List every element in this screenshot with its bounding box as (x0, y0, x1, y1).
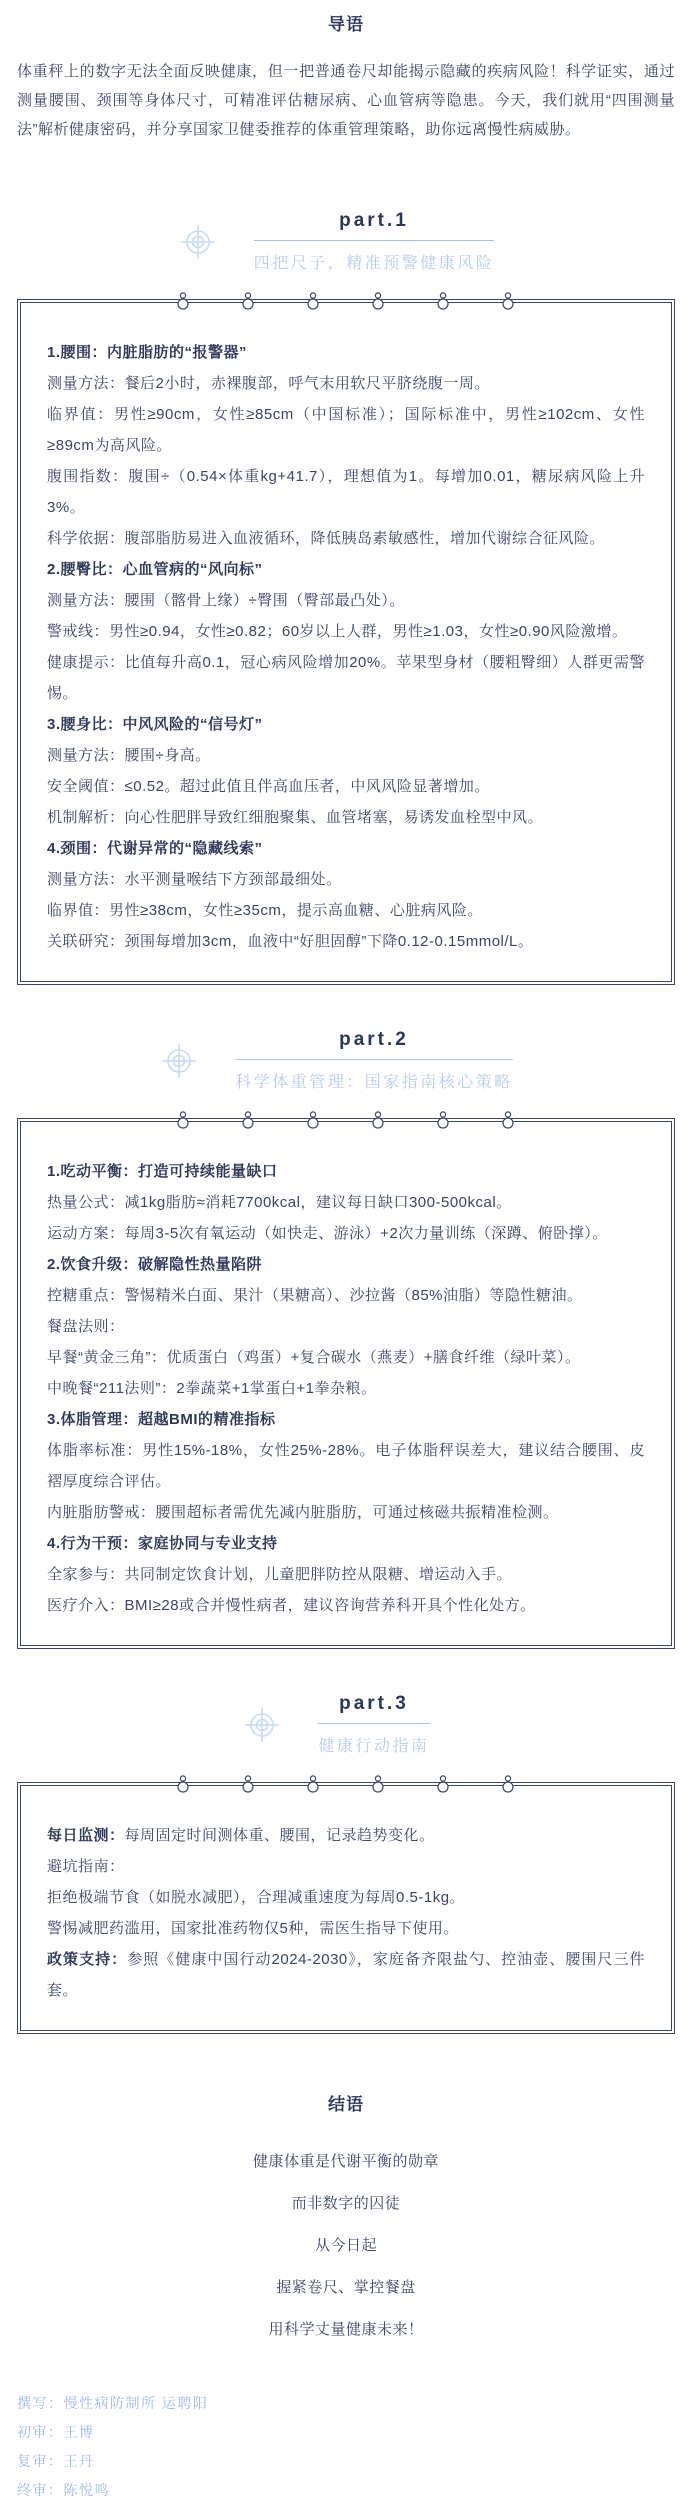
paragraph-lead: 每日监测： (47, 1827, 125, 1844)
part2-label: part.2 (339, 1029, 409, 1050)
paragraph: 临界值：男性≥38cm，女性≥35cm，提示高血糖、心脏病风险。 (47, 902, 483, 919)
crosshair-icon (180, 224, 216, 260)
intro-title: 导语 (328, 15, 364, 34)
part3-title-block (300, 1693, 447, 1756)
paragraph: 机制解析：向心性肥胖导致红细胞聚集、血管堵塞，易诱发血栓型中风。 (47, 809, 544, 826)
paragraph: 健康提示：比值每升高0.1，冠心病风险增加20%。苹果型身材（腰粗臀细）人群更需警惕。 (47, 654, 645, 702)
part3-subtitle: 健康行动指南 (318, 1738, 430, 1755)
paragraph: 中晚餐“211法则”：2拳蔬菜+1掌蛋白+1拳杂粮。 (47, 1380, 377, 1397)
paragraph: 3.体脂管理：超越BMI的精准指标 (47, 1411, 276, 1428)
credit-line: 复审：王丹 (17, 2453, 95, 2469)
paragraph: 每日监测：每周固定时间测体重、腰围，记录趋势变化。 (47, 1827, 435, 1844)
part3-box-inner (20, 1785, 672, 2031)
binder-rings-icon (176, 291, 516, 311)
part1-header (17, 210, 675, 273)
paragraph: 医疗介入：BMI≥28或合并慢性病者，建议咨询营养科开具个性化处方。 (47, 1597, 536, 1614)
paragraph: 测量方法：水平测量喉结下方颈部最细处。 (47, 871, 342, 888)
conclusion-line: 从今日起 (314, 2237, 377, 2254)
paragraph-lead: 政策支持： (47, 1951, 128, 1968)
credit-line: 终审：陈悦鸣 (17, 2482, 110, 2498)
crosshair-icon (161, 1043, 197, 1079)
paragraph: 测量方法：餐后2小时，赤裸腹部，呼气末用软尺平脐绕腹一周。 (47, 375, 490, 392)
part3-header (17, 1693, 675, 1756)
section-part2 (17, 1029, 675, 1649)
part2-title-block (217, 1029, 531, 1092)
part2-paragraphs (47, 1156, 645, 1621)
paragraph: 3.腰身比：中风风险的“信号灯” (47, 716, 263, 733)
paragraph: 科学依据：腹部脂肪易进入血液循环，降低胰岛素敏感性，增加代谢综合征风险。 (47, 530, 606, 547)
part3-content-box (17, 1782, 675, 2034)
paragraph: 政策支持：参照《健康中国行动2024-2030》，家庭备齐限盐勺、控油壶、腰围尺三件套。 (47, 1951, 645, 1999)
paragraph: 安全阈值：≤0.52。超过此值且伴高血压者，中风风险显著增加。 (47, 778, 490, 795)
paragraph: 控糖重点：警惕精米白面、果汁（果糖高）、沙拉酱（85%油脂）等隐性糖油。 (47, 1287, 583, 1304)
paragraph: 腹围指数：腹围÷（0.54×体重kg+41.7），理想值为1。每增加0.01，糖尿病风险上升3%。 (47, 468, 645, 516)
intro-paragraph: 体重秤上的数字无法全面反映健康，但一把普通卷尺却能揭示隐藏的疾病风险！科学证实，通过测量腰围、颈围等身体尺寸，可精准评估糖尿病、心血管病等隐患。今天，我们就用“四围测量法”解析健康密码，并分享国家卫健委推荐的体重管理策略，助你远离慢性病威胁。 (17, 63, 675, 138)
section-part1 (17, 210, 675, 985)
paragraph: 警戒线：男性≥0.94，女性≥0.82；60岁以上人群，男性≥1.03，女性≥0.90风险激增。 (47, 623, 628, 640)
conclusion-lines (17, 2141, 675, 2351)
part2-box-inner (20, 1121, 672, 1646)
paragraph: 避坑指南： (47, 1858, 125, 1875)
paragraph: 体脂率标准：男性15%-18%，女性25%-28%。电子体脂秤误差大，建议结合腰围、皮褶厚度综合评估。 (47, 1442, 645, 1490)
paragraph: 全家参与：共同制定饮食计划，儿童肥胖防控从限糖、增运动入手。 (47, 1566, 513, 1583)
paragraph: 4.颈围：代谢异常的“隐藏线索” (47, 840, 263, 857)
conclusion-title: 结语 (328, 2095, 364, 2114)
part1-paragraphs (47, 337, 645, 957)
conclusion-line: 用科学丈量健康未来！ (268, 2321, 424, 2338)
binder-rings-icon (176, 1110, 516, 1130)
credits-block (17, 2389, 675, 2505)
paragraph: 餐盘法则： (47, 1318, 125, 1335)
part2-subtitle: 科学体重管理：国家指南核心策略 (235, 1074, 513, 1091)
section-part3 (17, 1693, 675, 2034)
paragraph: 关联研究：颈围每增加3cm，血液中“好胆固醇”下降0.12-0.15mmol/L。 (47, 933, 534, 950)
paragraph: 1.腰围：内脏脂肪的“报警器” (47, 344, 248, 361)
paragraph: 测量方法：腰围（髂骨上缘）÷臀围（臀部最凸处）。 (47, 592, 405, 609)
binder-rings-icon (176, 1774, 516, 1794)
conclusion-line: 健康体重是代谢平衡的勋章 (252, 2153, 439, 2170)
credit-line: 初审：王博 (17, 2424, 95, 2440)
paragraph: 临界值：男性≥90cm，女性≥85cm（中国标准）；国际标准中，男性≥102cm、女性≥89cm为高风险。 (47, 406, 645, 454)
paragraph: 2.腰臀比：心血管病的“风向标” (47, 561, 263, 578)
crosshair-icon (244, 1707, 280, 1743)
paragraph: 测量方法：腰围÷身高。 (47, 747, 211, 764)
paragraph: 运动方案：每周3-5次有氧运动（如快走、游泳）+2次力量训练（深蹲、俯卧撑）。 (47, 1225, 608, 1242)
part1-label: part.1 (339, 210, 409, 231)
part1-subtitle: 四把尺子，精准预警健康风险 (253, 255, 495, 272)
paragraph: 2.饮食升级：破解隐性热量陷阱 (47, 1256, 263, 1273)
paragraph: 1.吃动平衡：打造可持续能量缺口 (47, 1163, 278, 1180)
part3-paragraphs (47, 1820, 645, 2006)
paragraph: 拒绝极端节食（如脱水减肥），合理减重速度为每周0.5-1kg。 (47, 1889, 466, 1906)
part1-content-box (17, 299, 675, 985)
part1-box-inner (20, 302, 672, 982)
part2-content-box (17, 1118, 675, 1649)
paragraph: 警惕减肥药滥用，国家批准药物仅5种，需医生指导下使用。 (47, 1920, 459, 1937)
part2-header (17, 1029, 675, 1092)
article-page (0, 10, 692, 2505)
paragraph: 热量公式：减1kg脂肪≈消耗7700kcal，建议每日缺口300-500kcal。 (47, 1194, 512, 1211)
conclusion-line: 握紧卷尺、掌控餐盘 (276, 2279, 416, 2296)
paragraph: 4.行为干预：家庭协同与专业支持 (47, 1535, 278, 1552)
part3-label: part.3 (339, 1693, 409, 1714)
paragraph: 内脏脂肪警戒：腰围超标者需优先减内脏脂肪，可通过核磁共振精准检测。 (47, 1504, 559, 1521)
part1-title-block (236, 210, 513, 273)
credit-line: 撰写：慢性病防制所 运聘阳 (17, 2395, 209, 2411)
conclusion-line: 而非数字的囚徒 (291, 2195, 401, 2212)
paragraph: 早餐“黄金三角”：优质蛋白（鸡蛋）+复合碳水（燕麦）+膳食纤维（绿叶菜）。 (47, 1349, 581, 1366)
